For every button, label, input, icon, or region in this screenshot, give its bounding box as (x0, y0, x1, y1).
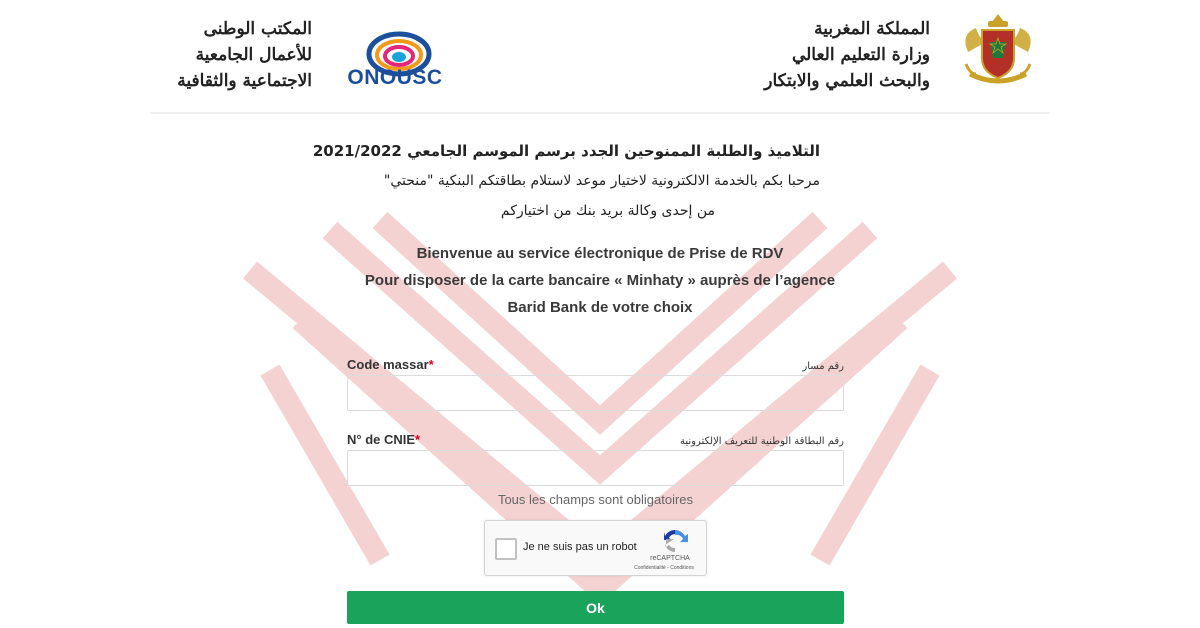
massar-required-mark: * (428, 357, 434, 372)
onousc-line-3: الاجتماعية والثقافية (177, 71, 312, 91)
onousc-name (177, 16, 312, 94)
ministry-line-1: المملكة المغربية (814, 19, 930, 39)
cnie-label-row (347, 425, 844, 447)
required-fields-note: Tous les champs sont obligatoires (497, 492, 694, 507)
ministry-name (764, 16, 930, 94)
french-intro-line-3: Barid Bank de votre choix (507, 299, 693, 316)
onousc-wordmark: ONOUSC (347, 66, 443, 89)
massar-label (347, 357, 434, 372)
header-divider (150, 112, 1050, 114)
onousc-line-2: للأعمال الجامعية (195, 45, 312, 65)
arabic-intro-line-3: من إحدى وكالة بريد بنك من اختياركم (500, 203, 715, 219)
cnie-field-group (347, 425, 844, 486)
ok-submit-button[interactable]: Ok (347, 591, 844, 624)
french-intro-line-2: Pour disposer de la carte bancaire « Minhaty » auprès de l’agence (364, 272, 836, 289)
french-intro-line-1: Bienvenue au service électronique de Prise de RDV (416, 245, 784, 262)
massar-field-group (347, 350, 844, 411)
recaptcha-icon (659, 527, 691, 555)
arabic-intro-line-2: مرحبا بكم بالخدمة الالكترونية لاختيار موعد لاستلام بطاقتكم البنكية "منحتي" (383, 173, 820, 189)
page-header (0, 0, 1200, 110)
onousc-line-1: المكتب الوطنى (203, 19, 312, 39)
recaptcha-brand: reCAPTCHA (650, 555, 690, 562)
french-intro (295, 240, 905, 321)
recaptcha-widget (484, 520, 707, 576)
recaptcha-label: Je ne suis pas un robot (523, 541, 637, 553)
recaptcha-links[interactable]: Confidentialité - Conditions (634, 565, 694, 571)
cnie-label (347, 432, 420, 447)
cnie-required-mark: * (415, 432, 421, 447)
cnie-label-ar: رقم البطاقة الوطنية للتعريف الإلكترونية (680, 436, 844, 447)
kingdom-emblem-icon (958, 12, 1038, 90)
massar-label-row (347, 350, 844, 372)
ministry-line-3: والبحث العلمي والابتكار (764, 71, 930, 91)
massar-code-input[interactable] (347, 375, 844, 411)
appointment-form (347, 350, 844, 500)
arabic-intro (300, 136, 820, 226)
arabic-intro-line-1: التلاميذ والطلبة الممنوحين الجدد برسم الموسم الجامعي 2021/2022 (312, 142, 820, 160)
cnie-number-input[interactable] (347, 450, 844, 486)
massar-label-ar: رقم مسار (802, 361, 844, 372)
cnie-label-text: N° de CNIE (347, 432, 416, 447)
recaptcha-checkbox[interactable] (495, 538, 517, 560)
ministry-line-2: وزارة التعليم العالي (791, 45, 930, 65)
massar-label-text: Code massar (347, 357, 429, 372)
